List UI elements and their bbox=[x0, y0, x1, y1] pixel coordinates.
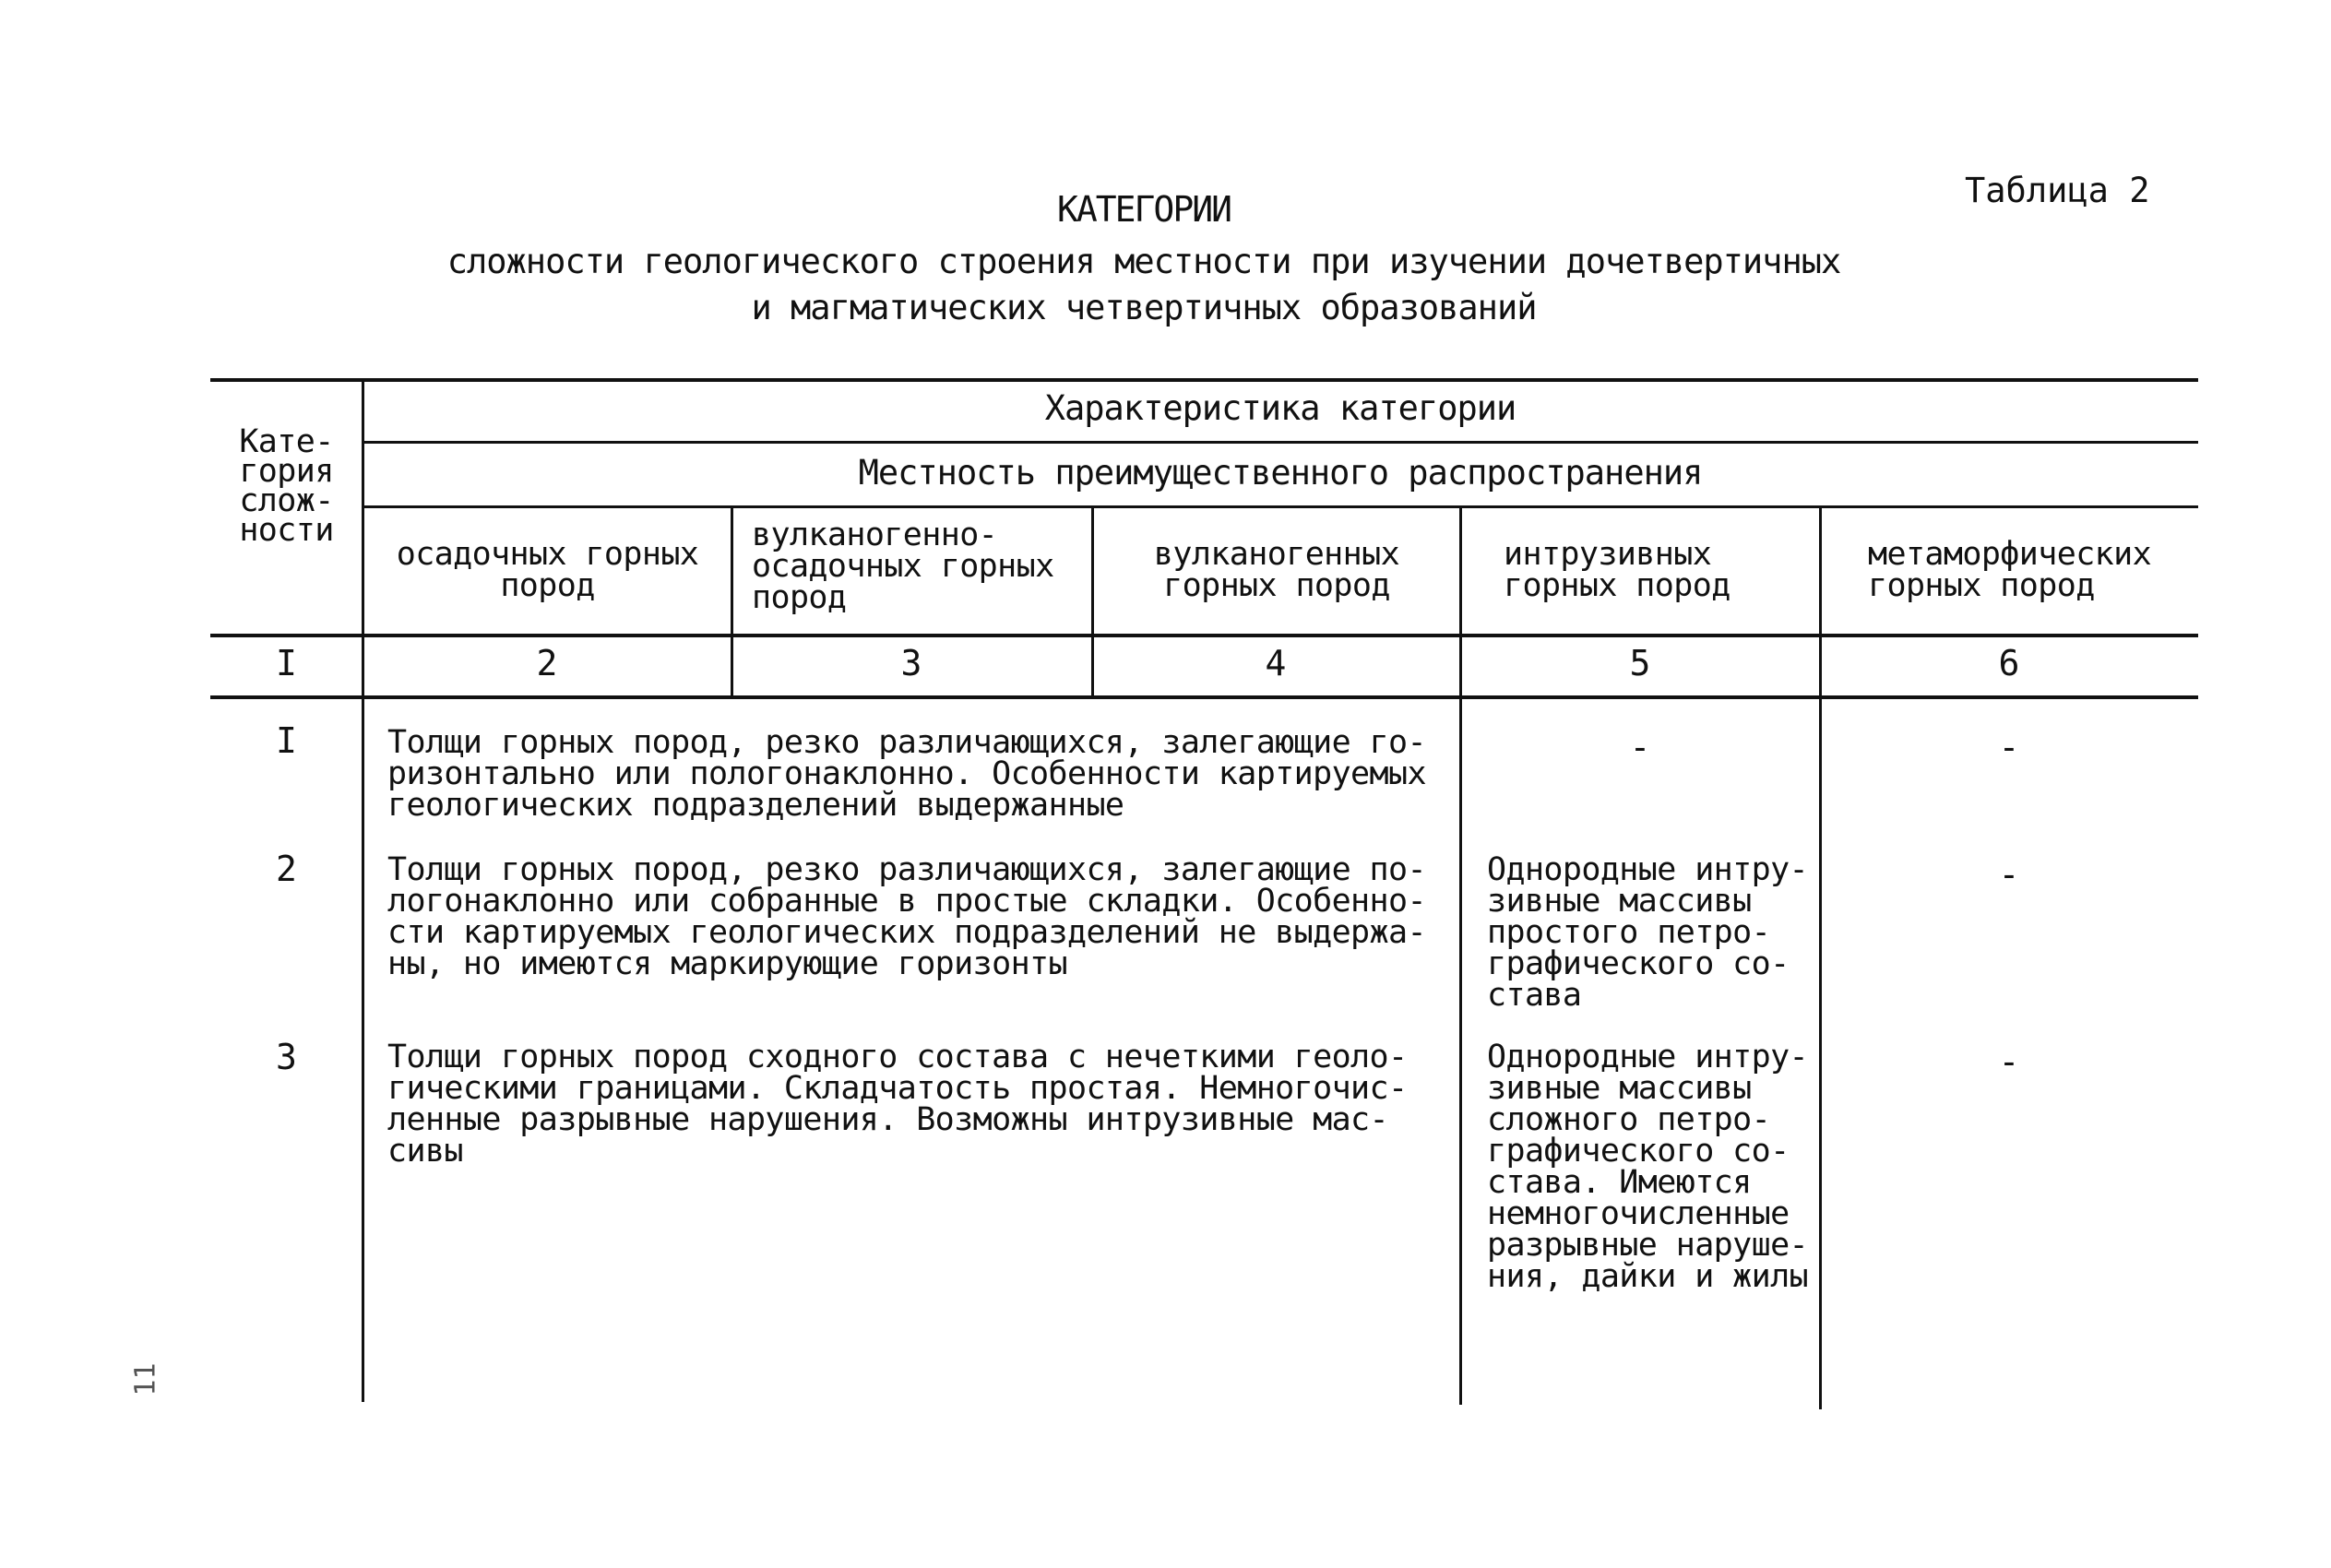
column-number-4: 4 bbox=[1265, 643, 1287, 683]
column-number-2: 2 bbox=[536, 643, 558, 683]
group-header: Характеристика категории bbox=[1044, 388, 1516, 428]
subgroup-header-rule bbox=[363, 505, 2198, 508]
column-number-6: 6 bbox=[1998, 643, 2020, 683]
row-description-sedimentary-volcanic: Толщи горных пород, резко различающихся, залегающие го- ризонтально или пологонаклонно. Особенности картируемых геологических подразделений выдержанные bbox=[387, 724, 1426, 824]
row-metamorphic-dash: - bbox=[1998, 727, 2020, 767]
page-margin-mark: 11 bbox=[129, 1362, 162, 1396]
column-header-volcanic-sedimentary: вулканогенно- осадочных горных пород bbox=[752, 517, 1054, 616]
subgroup-header: Местность преимущественного распространения bbox=[858, 453, 1703, 493]
row-category: 2 bbox=[276, 849, 297, 889]
column-number-3: 3 bbox=[900, 643, 922, 683]
column-header-bottom-rule bbox=[210, 634, 2198, 637]
table-subtitle-line2: и магматических четвертичных образований bbox=[751, 288, 1537, 327]
row-metamorphic-dash: - bbox=[1998, 854, 2020, 895]
table-subtitle-line1: сложности геологического строения местности при изучении дочетвертичных bbox=[446, 242, 1841, 281]
row-description-sedimentary-volcanic: Толщи горных пород, резко различающихся, залегающие по- логонаклонно или собранные в простые складки. Особенно- сти картируемых геологических подразделений не выдержа- ны, но имеются маркирующие горизонты bbox=[387, 851, 1426, 982]
row-description-sedimentary-volcanic: Толщи горных пород сходного состава с нечеткими геоло- гическими границами. Складчатость простая. Немногочис- ленные разрывные нарушения. Возможны интрузивные мас- сивы bbox=[387, 1039, 1408, 1170]
column-header-sedimentary: осадочных горных пород bbox=[396, 536, 699, 604]
column-header-volcanic: вулканогенных горных пород bbox=[1153, 536, 1400, 604]
column-number-1: I bbox=[276, 643, 297, 683]
row-category: I bbox=[276, 720, 297, 761]
col5-col6-divider bbox=[1819, 505, 1822, 1409]
row-description-intrusive: Однородные интру- зивные массивы сложного петро- графического со- става. Имеются немногочисленные разрывные наруше- ния, дайки и жилы bbox=[1487, 1039, 1809, 1295]
table-top-rule bbox=[210, 378, 2198, 382]
column-numbers-bottom-rule bbox=[210, 695, 2198, 699]
group-header-rule bbox=[363, 441, 2198, 444]
row-category: 3 bbox=[276, 1037, 297, 1077]
column-header-metamorphic: метаморфических горных пород bbox=[1868, 536, 2152, 604]
table-title: КАТЕГОРИИ bbox=[1057, 189, 1231, 230]
row-description-intrusive: Однородные интру- зивные массивы простого петро- графического со- става bbox=[1487, 851, 1809, 1014]
category-header: Кате- гория слож- ности bbox=[239, 423, 334, 549]
table-label: Таблица 2 bbox=[1965, 171, 2150, 210]
col4-col5-divider bbox=[1459, 505, 1462, 1405]
column-header-intrusive: интрузивных горных пород bbox=[1504, 536, 1730, 604]
row-metamorphic-dash: - bbox=[1998, 1041, 2020, 1082]
row-intrusive-dash: - bbox=[1629, 727, 1651, 767]
column-number-5: 5 bbox=[1629, 643, 1651, 683]
